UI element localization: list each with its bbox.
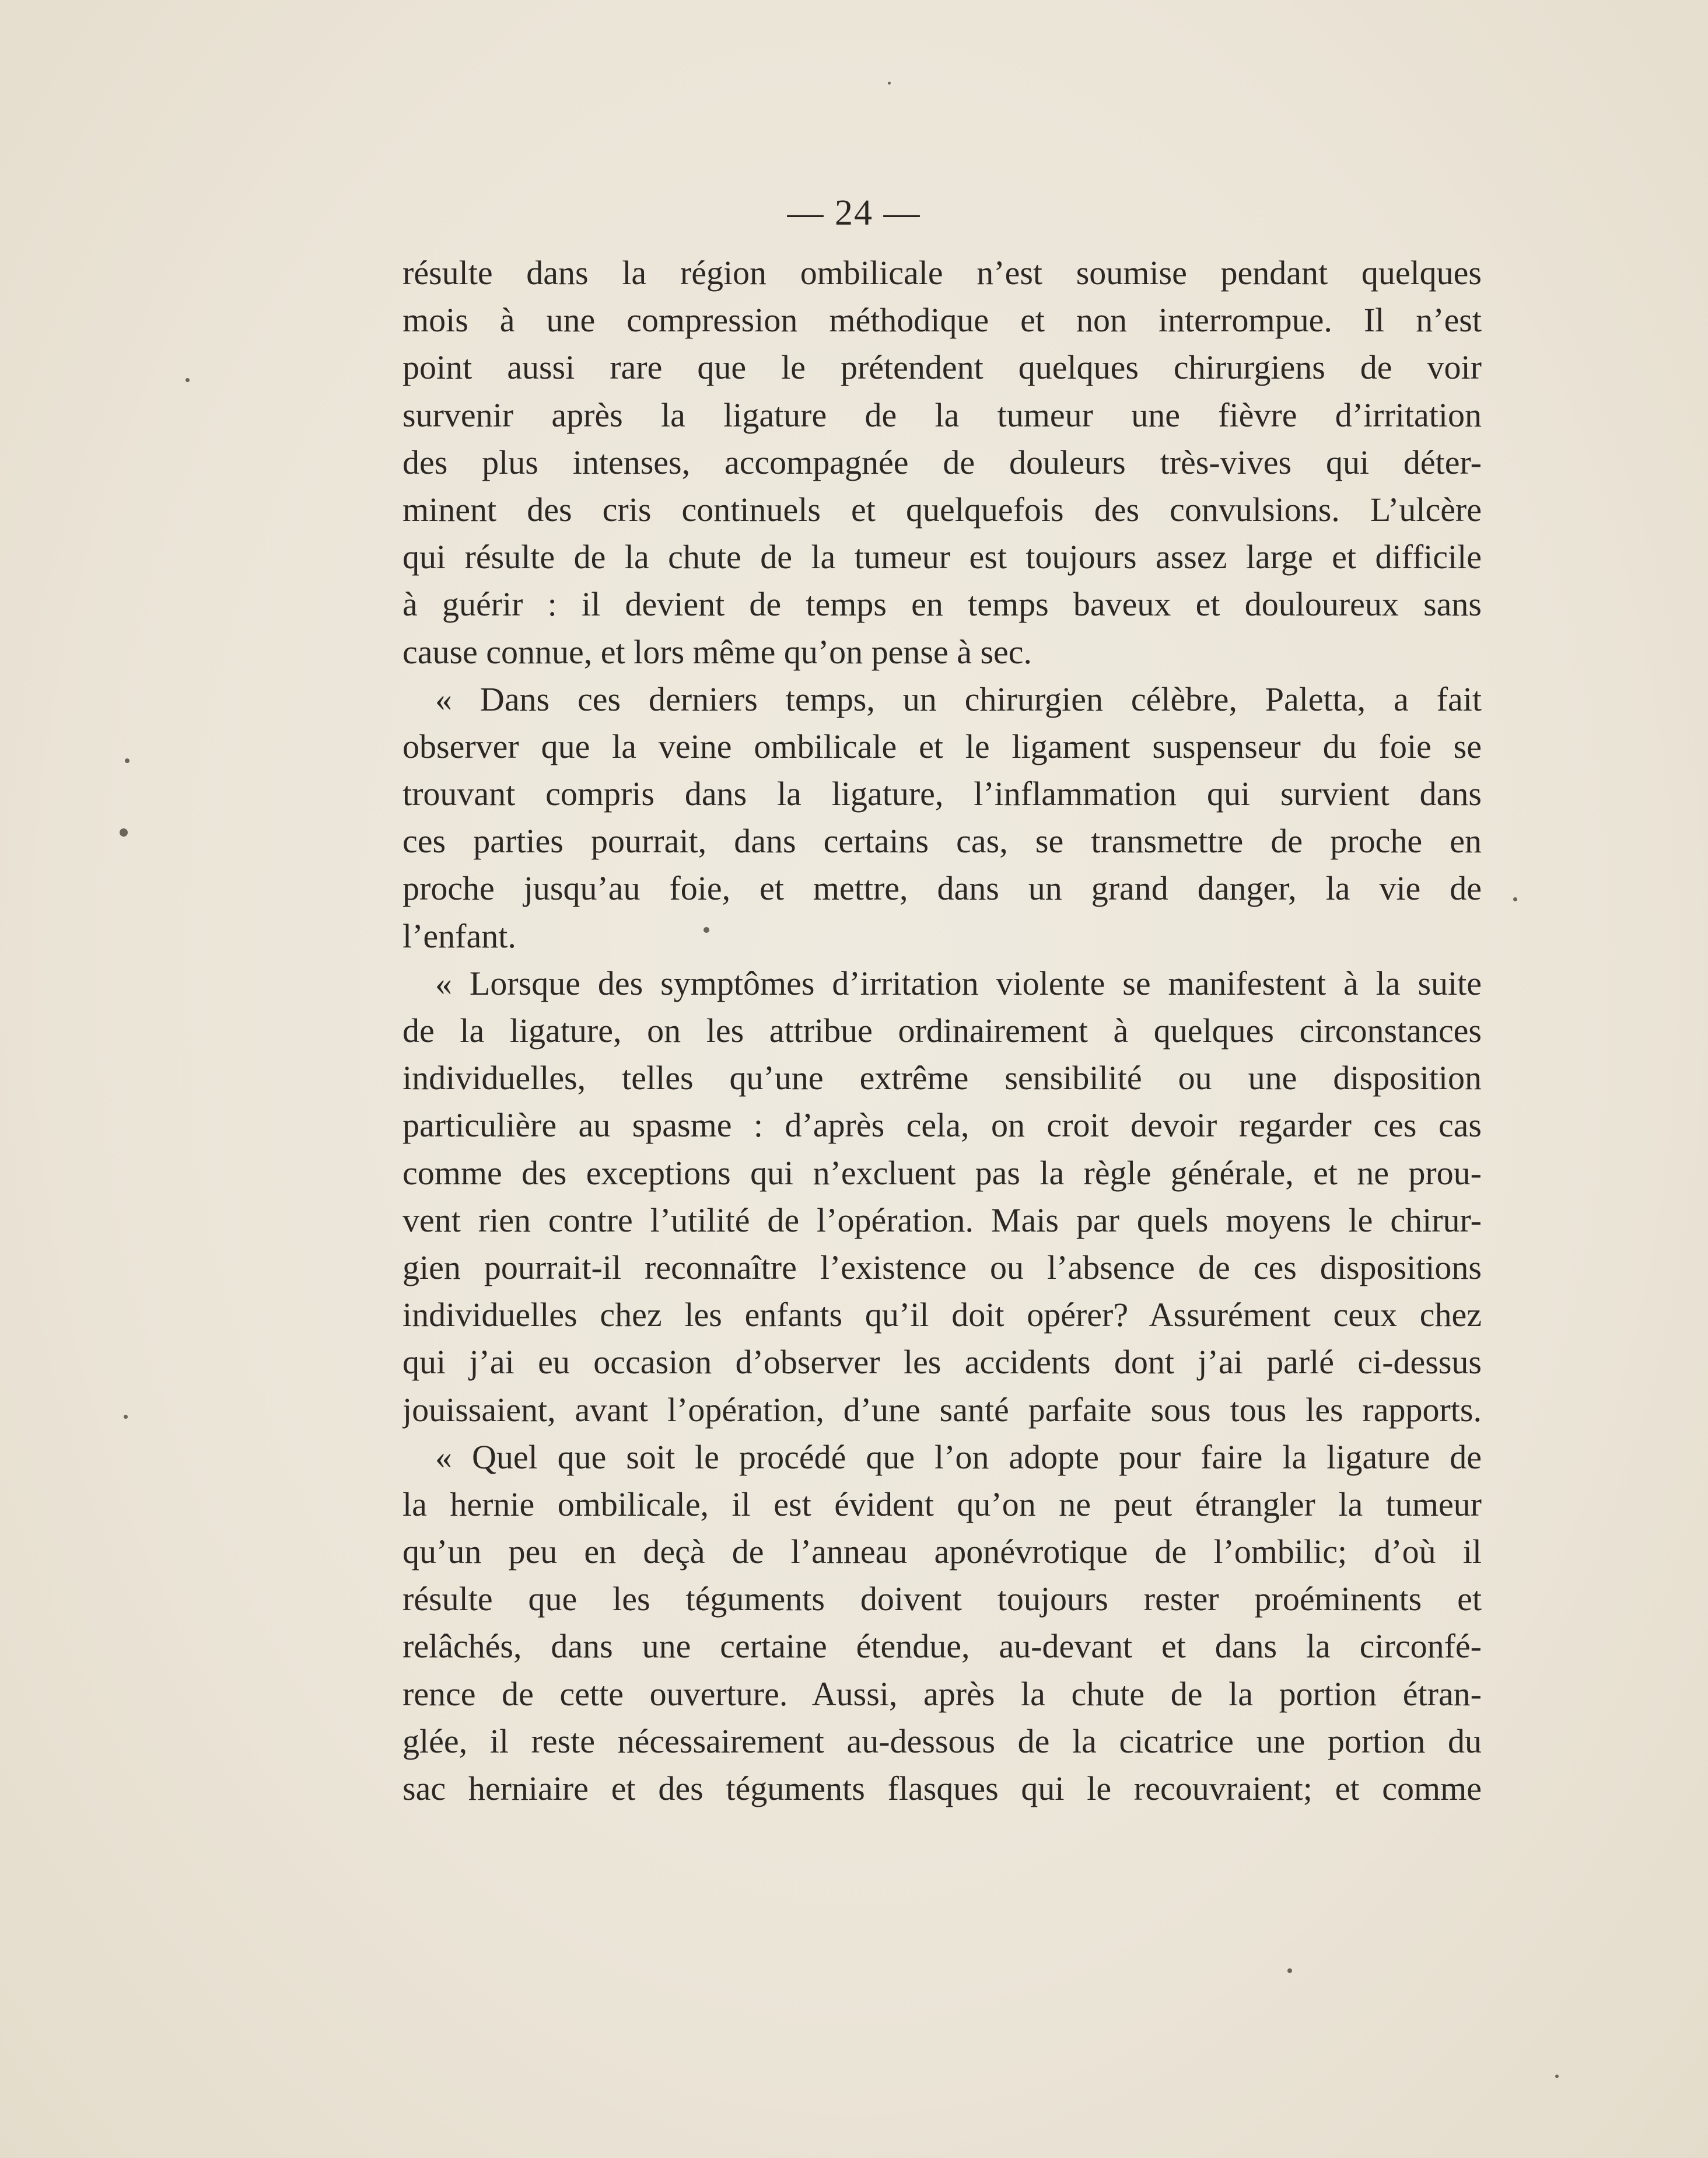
- paper-speck: [125, 758, 130, 763]
- text-line: l’enfant.: [402, 917, 516, 955]
- text-line: ces parties pourrait, dans certains cas, se transmettre de proche en: [402, 822, 1482, 861]
- text-line: vent rien contre l’utilité de l’opération. Mais par quels moyens le chirur-: [402, 1201, 1482, 1239]
- text-line: qui j’ai eu occasion d’observer les accidents dont j’ai parlé ci-dessus: [402, 1343, 1482, 1381]
- paper-speck: [124, 1415, 128, 1419]
- text-line: point aussi rare que le prétendent quelques chirurgiens de voir: [402, 348, 1482, 387]
- text-line: relâchés, dans une certaine étendue, au-devant et dans la circonfé-: [402, 1627, 1482, 1666]
- paper-speck: [1555, 2075, 1559, 2078]
- text-line: qu’un peu en deçà de l’anneau aponévrotique de l’ombilic; d’où il: [402, 1533, 1482, 1571]
- paper-speck: [704, 927, 709, 933]
- text-line: observer que la veine ombilicale et le ligament suspenseur du foie se: [402, 727, 1482, 765]
- text-line: cause connue, et lors même qu’on pense à sec.: [402, 632, 1032, 671]
- paragraph-1: [402, 249, 1482, 676]
- text-line: mois à une compression méthodique et non interrompue. Il n’est: [402, 301, 1482, 340]
- text-line: résulte dans la région ombilicale n’est soumise pendant quelques: [402, 254, 1482, 292]
- text-line: gien pourrait-il reconnaître l’existence ou l’absence de ces dispositions: [402, 1248, 1482, 1286]
- paragraph-4: [402, 1433, 1482, 1813]
- text-line: individuelles chez les enfants qu’il doit opérer? Assurément ceux chez: [402, 1296, 1482, 1334]
- text-line: jouissaient, avant l’opération, d’une santé parfaite sous tous les rapports.: [402, 1390, 1482, 1429]
- text-line: trouvant compris dans la ligature, l’inflammation qui survient dans: [402, 775, 1482, 813]
- paragraph-3: [402, 960, 1482, 1433]
- text-line: sac herniaire et des téguments flasques qui le recouvraient; et comme: [402, 1769, 1482, 1807]
- text-line: glée, il reste nécessairement au-dessous de la cicatrice une portion du: [402, 1722, 1482, 1760]
- paper-speck: [888, 82, 891, 85]
- paper-speck: [186, 378, 190, 382]
- text-line: la hernie ombilicale, il est évident qu’on ne peut étrangler la tumeur: [402, 1485, 1482, 1523]
- text-line: à guérir : il devient de temps en temps baveux et douloureux sans: [402, 585, 1482, 624]
- paper-speck: [120, 828, 128, 837]
- paragraph-2: [402, 676, 1482, 960]
- text-line: rence de cette ouverture. Aussi, après la chute de la portion étran-: [402, 1674, 1482, 1713]
- text-line: « Quel que soit le procédé que l’on adopte pour faire la ligature de: [435, 1437, 1482, 1476]
- body-text: [402, 249, 1482, 1812]
- text-line: proche jusqu’au foie, et mettre, dans un grand danger, la vie de: [402, 869, 1482, 908]
- page-number: — 24 —: [787, 193, 921, 233]
- text-line: « Dans ces derniers temps, un chirurgien célèbre, Paletta, a fait: [435, 680, 1482, 718]
- text-line: de la ligature, on les attribue ordinairement à quelques circonstances: [402, 1012, 1482, 1050]
- text-line: survenir après la ligature de la tumeur une fièvre d’irritation: [402, 396, 1482, 434]
- text-line: résulte que les téguments doivent toujours rester proéminents et: [402, 1580, 1482, 1618]
- paper-speck: [1287, 1968, 1292, 1973]
- text-line: minent des cris continuels et quelquefois des convulsions. L’ulcère: [402, 490, 1482, 529]
- text-line: comme des exceptions qui n’excluent pas la règle générale, et ne prou-: [402, 1153, 1482, 1192]
- paper-speck: [1513, 897, 1517, 901]
- text-line: « Lorsque des symptômes d’irritation violente se manifestent à la suite: [435, 964, 1482, 1002]
- text-line: particulière au spasme : d’après cela, on croit devoir regarder ces cas: [402, 1106, 1482, 1145]
- text-line: individuelles, telles qu’une extrême sensibilité ou une disposition: [402, 1059, 1482, 1097]
- text-line: des plus intenses, accompagnée de douleurs très-vives qui déter-: [402, 443, 1482, 481]
- text-line: qui résulte de la chute de la tumeur est toujours assez large et difficile: [402, 538, 1482, 576]
